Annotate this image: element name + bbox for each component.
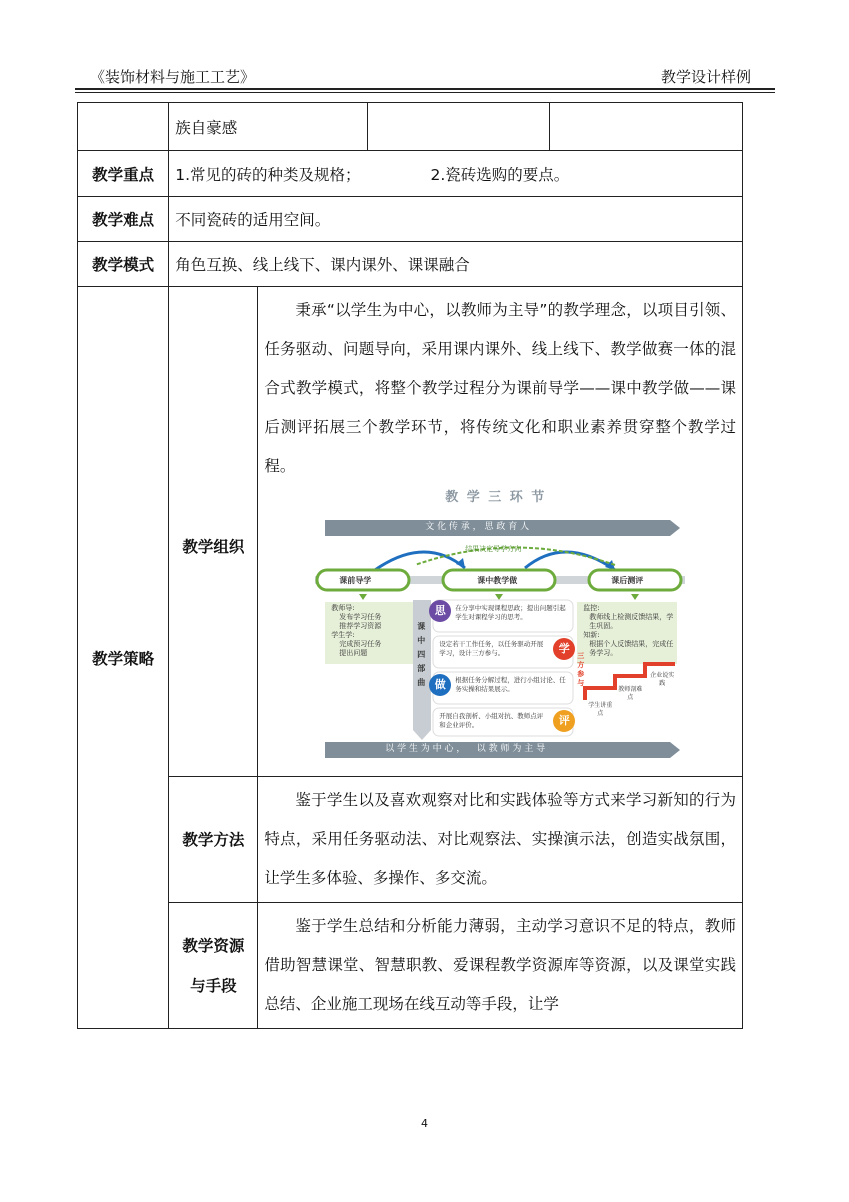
step-badge-think: 思 bbox=[429, 600, 451, 622]
method-cell bbox=[258, 777, 743, 903]
pre-class-box: 教师导: 发布学习任务 推荐学习资源 学生学: 完成预习任务 提出问题 bbox=[331, 604, 382, 657]
stage-pre: 课前导学 bbox=[339, 576, 372, 585]
row-difficulty bbox=[78, 197, 743, 242]
row-focus bbox=[78, 151, 743, 197]
resources-cell bbox=[258, 903, 743, 1029]
step-text-learn: 设定若干工作任务，以任务驱动开展学习，设计三方参与。 bbox=[439, 640, 544, 657]
strategy-label: 教学策略 bbox=[78, 287, 169, 1029]
focus-item-1: 1.常见的砖的种类及规格； bbox=[175, 165, 361, 184]
step-text-think: 在分享中实现课程思政；提出问题引起学生对课程学习的思考。 bbox=[455, 604, 566, 621]
diagram-top-arrow-text: 文 化 传 承 ， 思 政 育 人 bbox=[425, 522, 530, 532]
resources-text: 鉴于学生总结和分析能力薄弱，主动学习意识不足的特点，教师借助智慧课堂、智慧职教、爱课程教学资源库等资源，以及课堂实践总结、企业施工现场在线互动等手段，让学 bbox=[264, 917, 736, 1013]
stair-teacher: 教师剖难点 bbox=[618, 686, 643, 701]
step-badge-evaluate: 评 bbox=[553, 710, 575, 732]
focus-label: 教学重点 bbox=[78, 151, 169, 197]
step-text-evaluate: 开展自我剖析、小组对抗、教师点评和企业评价。 bbox=[439, 712, 544, 729]
diagram-feedback-text: 结果决定导学方向 bbox=[465, 545, 522, 553]
continuation-cell: 族自豪感 bbox=[169, 103, 368, 151]
difficulty-cell: 不同瓷砖的适用空间。 bbox=[169, 197, 743, 242]
row-mode bbox=[78, 242, 743, 287]
organization-label: 教学组织 bbox=[169, 287, 258, 777]
mid-class-vertical-label: 课 中 四 部 曲 bbox=[417, 622, 426, 687]
step-badge-learn: 学 bbox=[553, 638, 575, 660]
stage-post: 课后测评 bbox=[611, 576, 644, 585]
organization-cell bbox=[258, 287, 743, 777]
header-rule bbox=[75, 88, 775, 90]
row-resources bbox=[78, 903, 743, 1029]
stage-mid: 课中教学做 bbox=[477, 576, 518, 585]
focus-cell bbox=[169, 151, 743, 197]
row-continuation bbox=[78, 103, 743, 151]
stair-enterprise: 企业说实践 bbox=[650, 672, 675, 687]
three-stage-diagram bbox=[315, 490, 685, 770]
lesson-design-table bbox=[77, 102, 743, 1029]
three-party-label: 三 方 参 与 bbox=[577, 652, 585, 687]
organization-text: 秉承“以学生为中心，以教师为主导”的教学理念，以项目引领、任务驱动、问题导向，采用课内课外、线上线下、教学做赛一体的混合式教学模式，将整个教学过程分为课前导学——课中教学做——课后测评拓展三个教学环节，将传统文化和职业素养贯穿整个教学过程。 bbox=[264, 301, 736, 475]
post-class-box: 监控: 教师线上检测反馈结果，学生巩固。 知新: 根据个人反馈结果，完成任务学习。 bbox=[583, 604, 674, 657]
header-rule-thin bbox=[75, 92, 775, 93]
step-badge-do: 做 bbox=[429, 674, 451, 696]
header-document-title: 《装饰材料与施工工艺》 bbox=[90, 68, 256, 86]
focus-item-2: 2.瓷砖选购的要点。 bbox=[430, 165, 570, 184]
stair-student: 学生讲重点 bbox=[588, 702, 613, 717]
header-section-title: 教学设计样例 bbox=[660, 68, 751, 86]
diagram-title: 教 学 三 环 节 bbox=[445, 490, 547, 505]
method-text: 鉴于学生以及喜欢观察对比和实践体验等方式来学习新知的行为特点，采用任务驱动法、对比观察法、实操演示法，创造实战氛围，让学生多体验、多操作、多交流。 bbox=[264, 791, 736, 887]
page-number: 4 bbox=[421, 1117, 428, 1130]
resources-label: 教学资源 与手段 bbox=[169, 903, 258, 1029]
method-label: 教学方法 bbox=[169, 777, 258, 903]
row-organization bbox=[78, 287, 743, 777]
difficulty-label: 教学难点 bbox=[78, 197, 169, 242]
row-method bbox=[78, 777, 743, 903]
mode-cell: 角色互换、线上线下、课内课外、课课融合 bbox=[169, 242, 743, 287]
step-text-do: 根据任务分解过程，进行小组讨论、任务实操和结果展示。 bbox=[455, 676, 566, 693]
mode-label: 教学模式 bbox=[78, 242, 169, 287]
diagram-bottom-arrow-text: 以 学 生 为 中 心 ， 以 教 师 为 主 导 bbox=[385, 744, 546, 754]
